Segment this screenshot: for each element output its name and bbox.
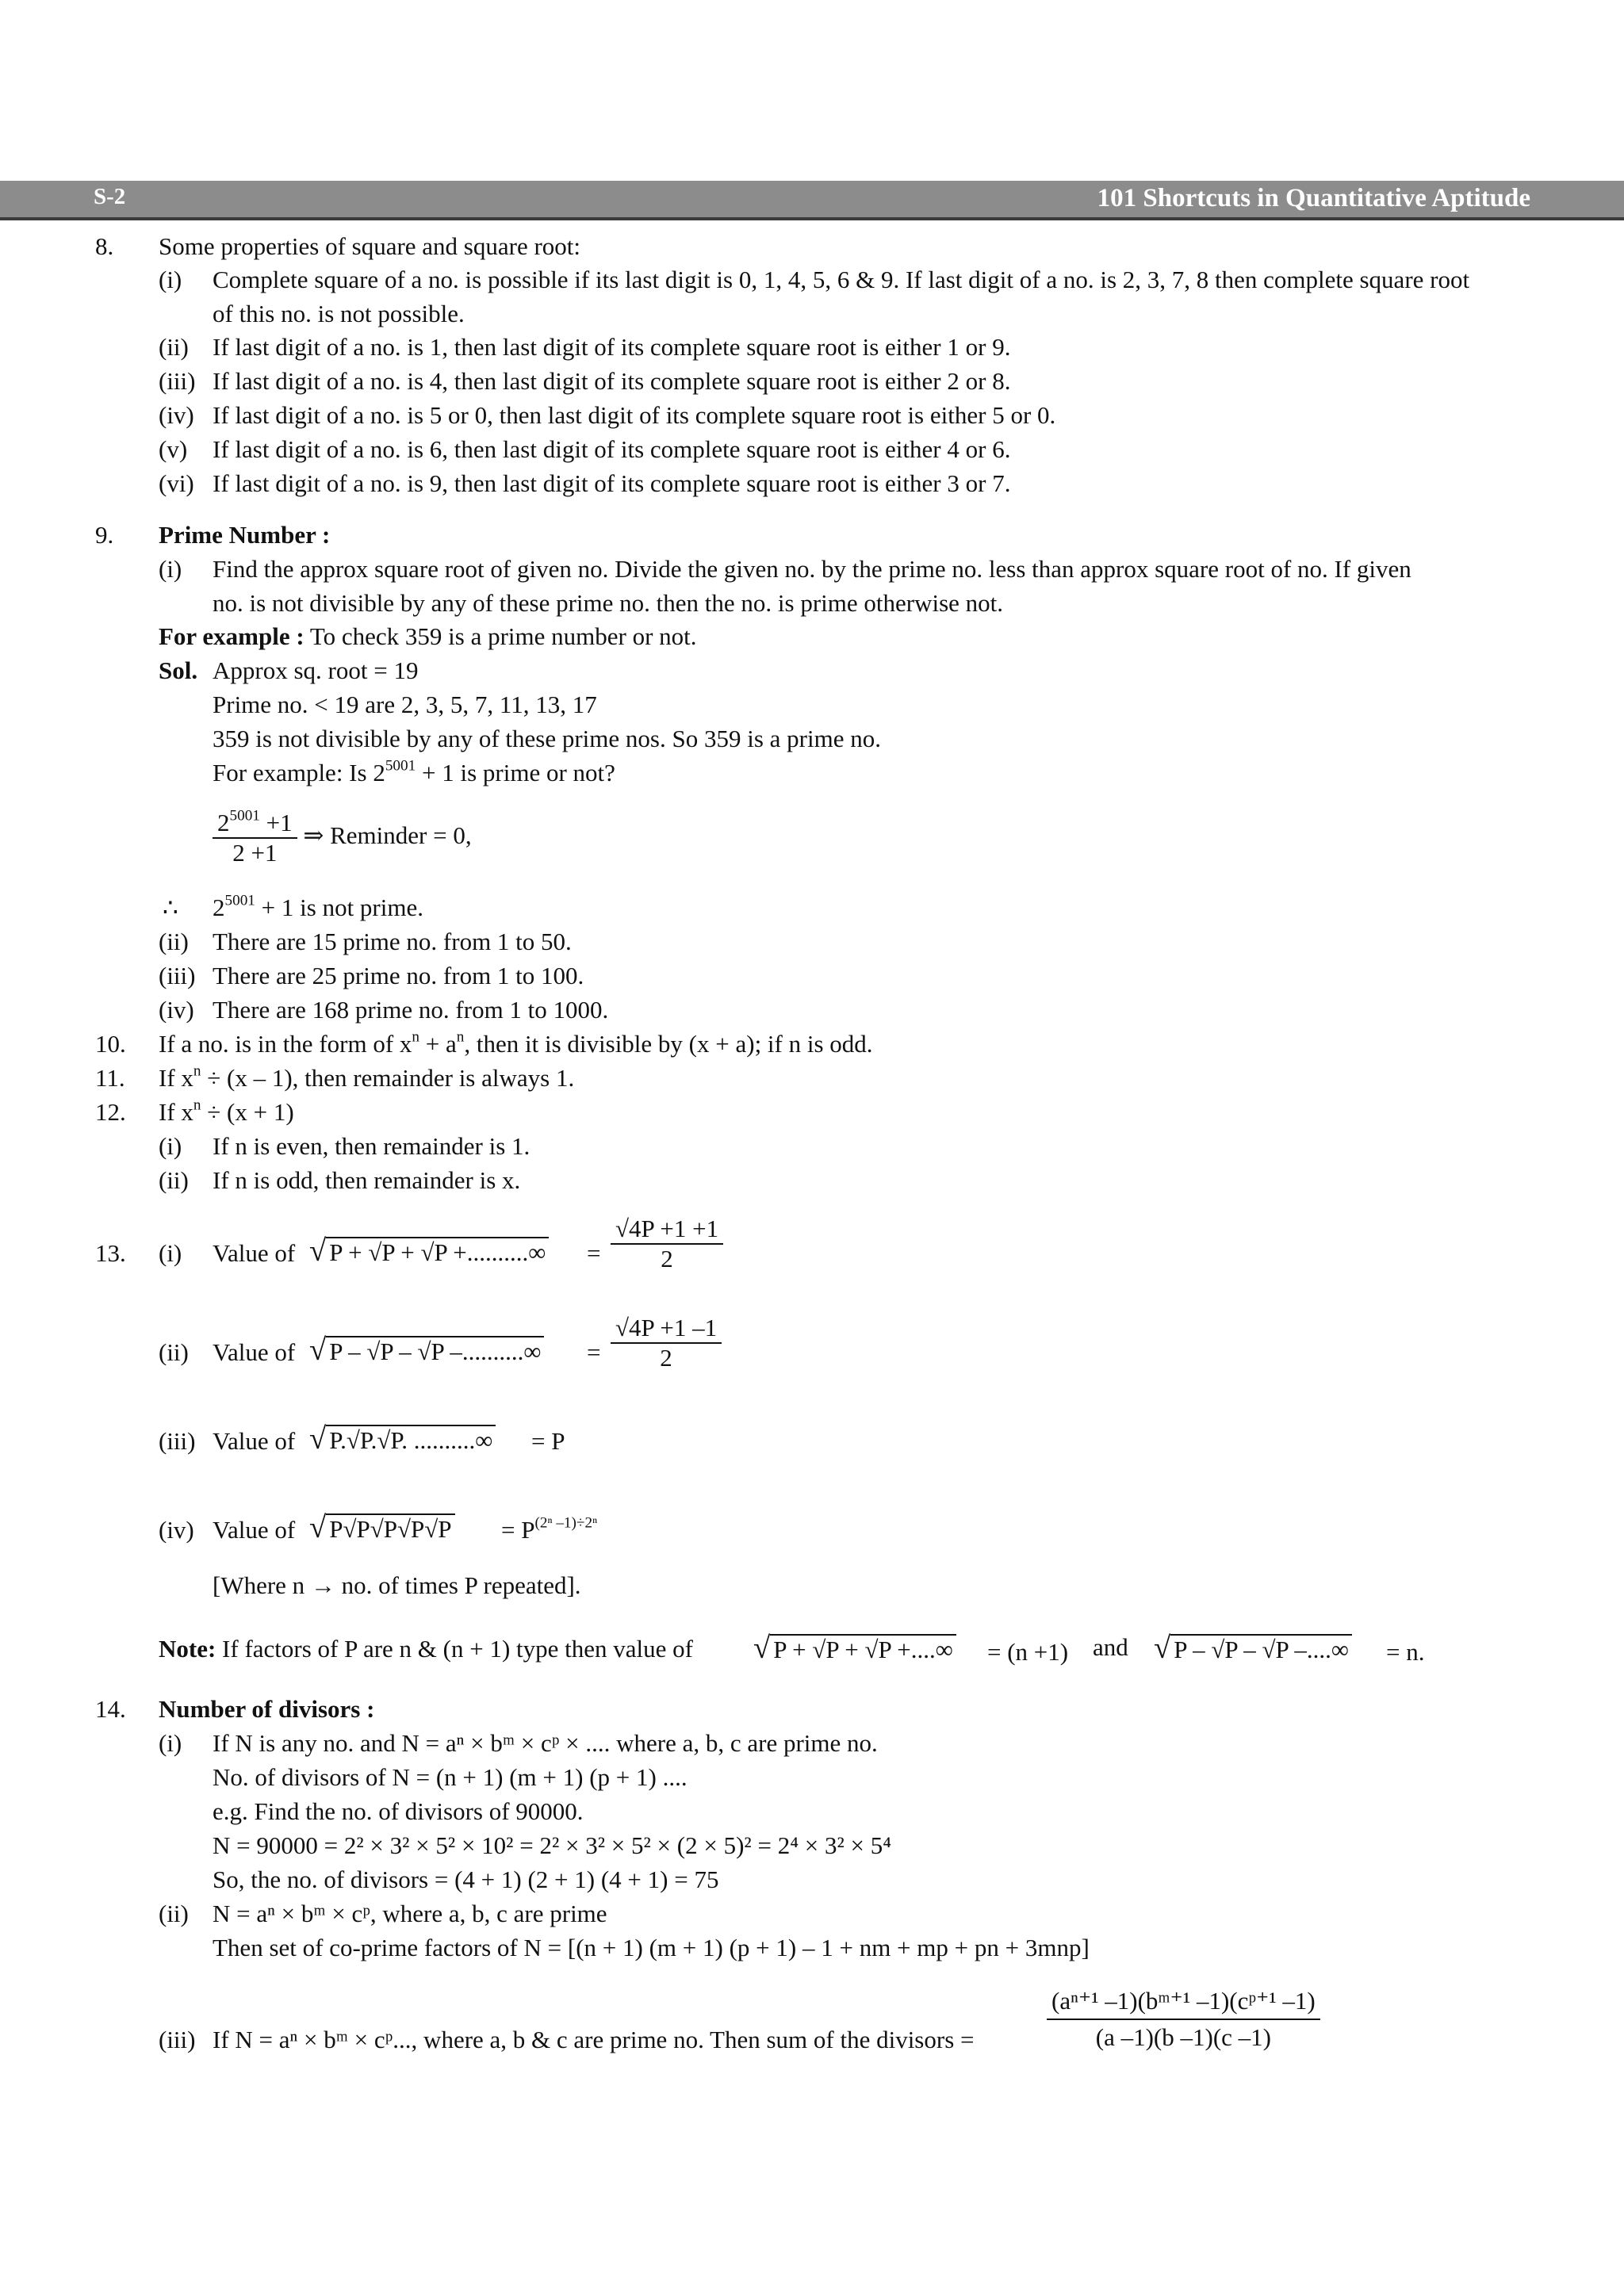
divisor-sum-fraction: $\frac{\text{(aⁿ⁺¹ –1)(bᵐ⁺¹ –1)(cᵖ⁺¹ –1)}}{(a -1)(b -1)(c -1)}$: [1047, 1987, 1320, 2052]
section-number: 14.: [95, 1695, 126, 1723]
note-label: Note:: [159, 1635, 216, 1663]
nested-radical: √ P.√P.√P. ..........∞: [309, 1421, 496, 1456]
item-label: (iii): [159, 2026, 196, 2053]
solution-line: Prime no. < 19 are 2, 3, 5, 7, 11, 13, 17: [213, 691, 597, 718]
example-line: [159, 622, 697, 651]
item-label: (ii): [159, 1166, 189, 1194]
note-and: and: [1093, 1633, 1128, 1661]
example-label: For example :: [159, 622, 304, 650]
item-text: If N = aⁿ × bᵐ × cᵖ..., where a, b & c are prime no. Then sum of the divisors =: [213, 2026, 975, 2053]
result: = P: [531, 1427, 565, 1455]
section-number: 10.: [95, 1030, 126, 1058]
item-text: No. of divisors of N = (n + 1) (m + 1) (p + 1) ....: [213, 1763, 688, 1791]
item-text: N = aⁿ × bᵐ × cᵖ, where a, b, c are prime: [213, 1900, 607, 1927]
item-text: There are 168 prime no. from 1 to 1000.: [213, 996, 609, 1024]
section-text: If a no. is in the form of $x^n + a^n$, then it is divisible by (x + a); if n is odd.: [159, 1028, 873, 1058]
item-text: If n is even, then remainder is 1.: [213, 1132, 530, 1160]
nested-radical: √ P – √P – √P –..........∞: [309, 1332, 544, 1368]
nested-radical: √ P√P√P√P√P: [309, 1510, 455, 1545]
nested-radical: √ P + √P + √P +..........∞: [309, 1233, 549, 1269]
page-header: [0, 181, 1624, 220]
section-number: 9.: [95, 521, 114, 549]
sqrt-icon: √: [753, 1631, 771, 1665]
fraction-result: ⇒ Reminder = 0,: [303, 821, 472, 850]
item-label: (v): [159, 435, 188, 463]
note-line: [159, 1635, 693, 1663]
equals-sign: =: [587, 1338, 601, 1366]
note-radical-plus: √ P + √P + √P +....∞: [753, 1630, 956, 1666]
item-text: If last digit of a no. is 6, then last digit of its complete square root is either 4 or 6.: [213, 435, 1011, 463]
sqrt-icon: √: [309, 1510, 327, 1544]
numerator: $2^{5001} +1$: [213, 809, 297, 839]
sqrt-icon: √: [309, 1422, 327, 1456]
page-id: S-2: [94, 184, 126, 209]
value-of-label: Value of: [213, 1239, 296, 1267]
item-text: If n is odd, then remainder is x.: [213, 1166, 521, 1194]
item-label: (i): [159, 1132, 182, 1160]
item-text: Then set of co-prime factors of N = [(n + 1) (m + 1) (p + 1) – 1 + nm + mp + pn + 3mnp]: [213, 1934, 1090, 1961]
solution-label: Sol.: [159, 656, 198, 684]
item-label: (ii): [159, 928, 189, 955]
value-of-label: Value of: [213, 1338, 296, 1366]
result-fraction: $\frac{√4P +1 -1}{2}$: [611, 1314, 722, 1372]
equals-sign: =: [587, 1239, 601, 1267]
item-text: So, the no. of divisors = (4 + 1) (2 + 1) (4 + 1) = 75: [213, 1866, 719, 1893]
note-equation-1: = (n +1): [987, 1638, 1069, 1666]
book-title: 101 Shortcuts in Quantitative Aptitude: [1097, 184, 1530, 212]
item-label: (ii): [159, 1338, 189, 1366]
item-text: of this no. is not possible.: [213, 300, 465, 327]
section-number: 13.: [95, 1239, 126, 1267]
item-label: (ii): [159, 1900, 189, 1927]
item-text: There are 15 prime no. from 1 to 50.: [213, 928, 572, 955]
item-text: If last digit of a no. is 9, then last digit of its complete square root is either 3 or 7.: [213, 469, 1011, 497]
item-text: If last digit of a no. is 4, then last digit of its complete square root is either 2 or 8.: [213, 367, 1011, 395]
item-text: If last digit of a no. is 1, then last digit of its complete square root is either 1 or 9.: [213, 333, 1011, 361]
fraction: [213, 809, 297, 867]
item-text: no. is not divisible by any of these prime no. then the no. is prime otherwise not.: [213, 589, 1004, 617]
note-text: If factors of P are n & (n + 1) type then value of: [222, 1635, 693, 1663]
note-radical-minus: √ P – √P – √P –....∞: [1154, 1630, 1352, 1666]
example-text: To check 359 is a prime number or not.: [309, 622, 697, 650]
value-of-label: Value of: [213, 1427, 296, 1455]
section-title: Some properties of square and square root:: [159, 232, 581, 260]
section-title: Prime Number :: [159, 521, 331, 549]
solution-line: 359 is not divisible by any of these prime nos. So 359 is a prime no.: [213, 725, 881, 752]
section-number: 8.: [95, 232, 114, 260]
section-text: If $x^n \div (x - 1)$, then remainder is always 1.: [159, 1062, 575, 1092]
section-text: If $x^n \div (x + 1)$: [159, 1096, 294, 1126]
item-label: (i): [159, 1239, 182, 1267]
item-text: Find the approx square root of given no. Divide the given no. by the prime no. less than approx square root of no. If given: [213, 555, 1411, 583]
sqrt-icon: √: [309, 1234, 327, 1268]
item-text: If N is any no. and N = aⁿ × bᵐ × cᵖ × .... where a, b, c are prime no.: [213, 1729, 878, 1757]
therefore-symbol: ∴: [163, 894, 178, 921]
item-text: Complete square of a no. is possible if its last digit is 0, 1, 4, 5, 6 & 9. If last digit of a no. is 2, 3, 7, 8 then complete square root: [213, 266, 1470, 293]
item-text: There are 25 prime no. from 1 to 100.: [213, 962, 584, 989]
where-note: [Where n → no. of times P repeated].: [213, 1571, 581, 1599]
conclusion-line: $2^{5001} + 1$ is not prime.: [213, 892, 423, 921]
item-label: (i): [159, 555, 182, 583]
sqrt-icon: √: [309, 1333, 327, 1367]
item-label: (i): [159, 1729, 182, 1757]
item-text: e.g. Find the no. of divisors of 90000.: [213, 1797, 584, 1825]
denominator: 2 +1: [232, 839, 278, 867]
solution-line: Approx sq. root = 19: [213, 656, 419, 684]
item-label: (vi): [159, 469, 194, 497]
item-label: (iv): [159, 996, 194, 1024]
value-of-label: Value of: [213, 1516, 296, 1544]
item-text: N = 90000 = 2² × 3² × 5² × 10² = 2² × 3² × 5² × (2 × 5)² = 2⁴ × 3² × 5⁴: [213, 1831, 892, 1859]
example2-line: For example: Is $2^{5001} + 1$ is prime or not?: [213, 757, 615, 786]
item-label: (iv): [159, 1516, 194, 1544]
note-equation-2: = n.: [1386, 1638, 1425, 1666]
item-label: (iv): [159, 401, 194, 429]
item-text: If last digit of a no. is 5 or 0, then last digit of its complete square root is either 5 or 0.: [213, 401, 1056, 429]
section-title: Number of divisors :: [159, 1695, 375, 1723]
sqrt-icon: √: [1154, 1631, 1171, 1665]
item-label: (iii): [159, 962, 196, 989]
remainder-fraction: [213, 809, 472, 867]
section-number: 12.: [95, 1098, 126, 1126]
result-fraction: $\frac{√4P +1 +1}{2}$: [611, 1215, 723, 1273]
result: = $P^{(2^n -1)\div 2^n}$: [501, 1514, 598, 1544]
item-label: (i): [159, 266, 182, 293]
section-number: 11.: [95, 1064, 125, 1092]
item-label: (iii): [159, 367, 196, 395]
item-label: (ii): [159, 333, 189, 361]
item-label: (iii): [159, 1427, 196, 1455]
